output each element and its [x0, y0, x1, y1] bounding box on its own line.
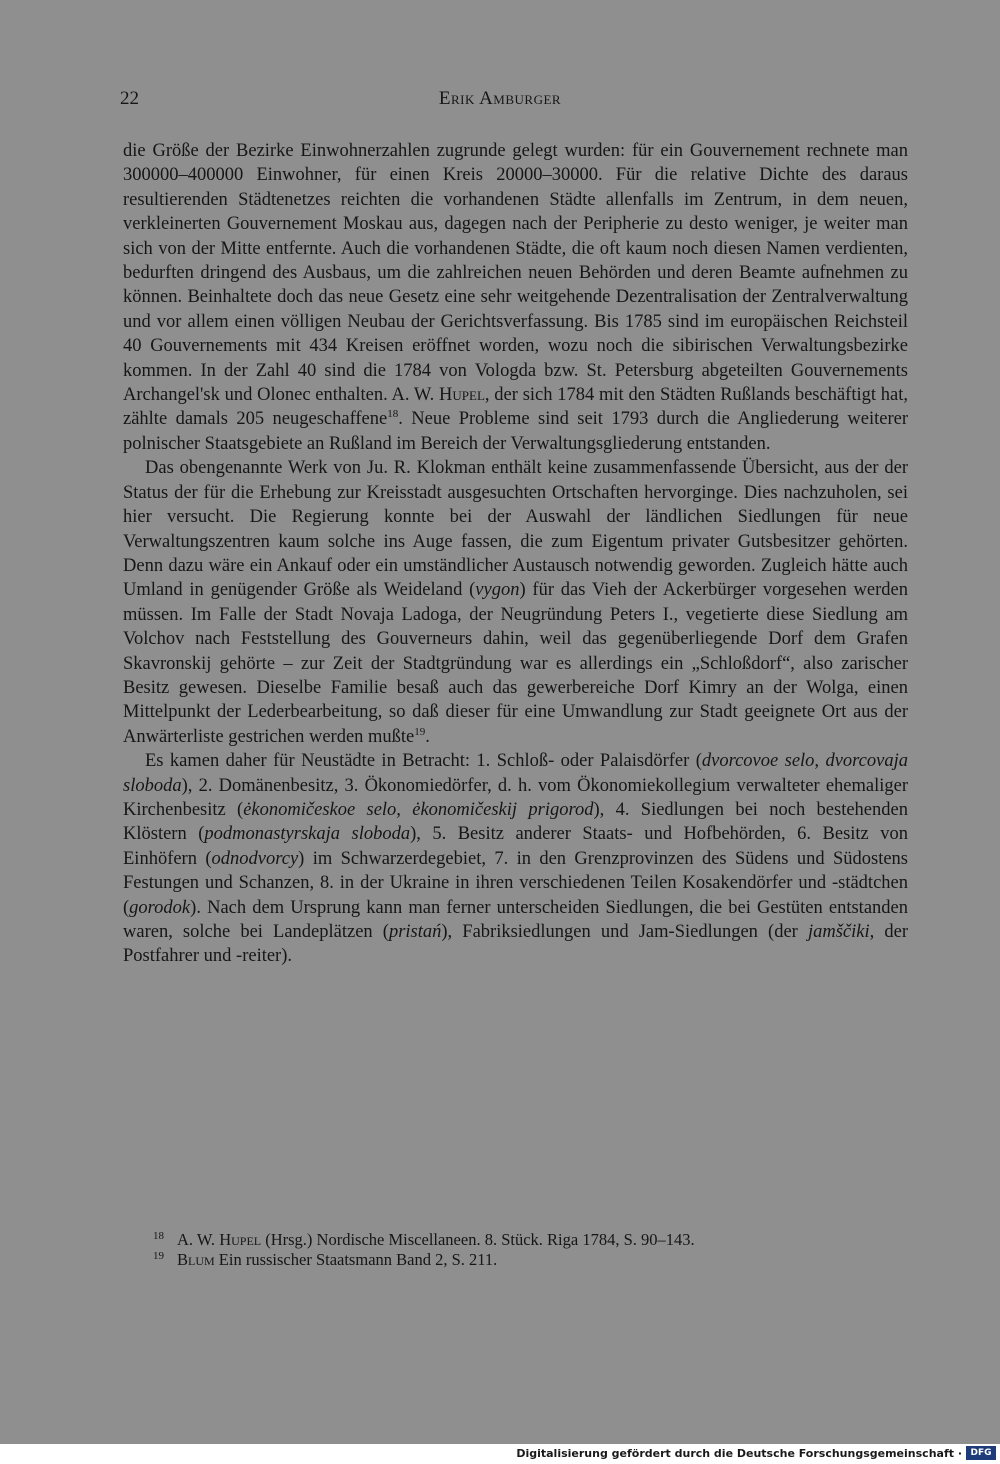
- italic-term: ėkonomičeskoe selo, ėkonomičeskij prigorod: [243, 799, 594, 820]
- dfg-logo-icon: DFG: [966, 1446, 996, 1460]
- italic-term: odnodvorcy: [211, 848, 299, 869]
- digitization-footer: [0, 1444, 1000, 1464]
- running-title: Erik Amburger: [438, 88, 562, 109]
- author-name: Blum: [177, 1250, 215, 1269]
- italic-term: jamščiki: [807, 922, 870, 942]
- italic-term: dvorcovoe selo, dvorcovaja sloboda: [123, 751, 908, 796]
- italic-term: vygon: [475, 580, 520, 601]
- running-head: [120, 88, 880, 114]
- body-text: [123, 139, 908, 969]
- author-name: Hupel: [219, 1230, 262, 1249]
- paragraph-3: Es kamen daher für Neustädte in Betracht: 1. Schloß- oder Palaisdörfer (dvorcovoe selo, dvorcovaja sloboda), 2. Domänenbesitz, 3. Ökonomiedörfer, d. h. vom Ökonomiekollegium verwalteter ehemaliger Kirchenbesitz (ėkonomičeskoe selo, ėkonomičeskij prigorod), 4. Siedlungen bei noch bestehenden Klöstern (podmonastyrskaja sloboda), 5. Besitz anderer Staats- und Hofbehörden, 6. Besitz von Einhöfern (odnodvorcy) im Schwarzerdegebiet, 7. in den Grenzprovinzen des Südens und Südostens Festungen und Schanzen, 8. in der Ukraine in ihren verschiedenen Teilen Kosakendörfer und -städtchen (gorodok). Nach dem Ursprung kann man ferner unterscheiden Siedlungen, die bei Gestüten entstanden waren, solche bei Landeplätzen (pristań), Fabriksiedlungen und Jam-Siedlungen (der jamščiki, der Postfahrer und -reiter).: [123, 751, 908, 967]
- italic-term: gorodok: [129, 897, 191, 918]
- footnotes: [153, 1230, 853, 1270]
- paragraph-1: die Größe der Bezirke Einwohnerzahlen zugrunde gelegt wurden: für ein Gouvernement rechnete man 300000–400000 Einwohner, für einen Kreis 20000–30000. Für die relative Dichte des daraus resultierenden Städtenetzes reichten die vorhandenen Städte allenfalls im Zentrum, in dem neuen, verkleinerten Gouvernement Moskau aus, dagegen nach der Peripherie zu desto weniger, je weiter man sich von der Mitte entfernte. Auch die vorhandenen Städte, die oft kaum noch diesen Namen verdienten, bedurften dringend des Ausbaus, um die zahlreichen neuen Behörden und deren Beamte aufnehmen zu können. Beinhaltete doch das neue Gesetz eine sehr weitgehende Dezentralisation der Zentralverwaltung und vor allem einen völligen Neubau der Gerichtsverfassung. Bis 1785 sind im europäischen Reichsteil 40 Gouvernements mit 434 Kreisen eröffnet worden, wozu noch die sibirischen Verwaltungsbezirke kommen. In der Zahl 40 sind die 1784 von Vologda bzw. St. Petersburg abgeteilten Gouvernements Archangel'sk und Olonec enthalten. A. W. Hupel, der sich 1784 mit den Städten Rußlands beschäftigt hat, zählte damals 205 neugeschaffene$^{18}$. Neue Probleme sind seit 1793 durch die Angliederung weiterer polnischer Staatsgebiete an Rußland im Bereich der Verwaltungsgliederung entstanden.: [123, 141, 909, 454]
- author-name: Hupel: [439, 385, 485, 406]
- footnote-18: [153, 1230, 853, 1250]
- italic-term: pristań: [388, 922, 442, 942]
- footnote-text: Blum Ein russischer Staatsmann Band 2, S. 211.: [177, 1250, 498, 1269]
- footnote-mark: 19: [153, 1250, 164, 1262]
- footnote-reference: 18: [387, 408, 399, 421]
- footnote-reference: 19: [414, 725, 426, 738]
- footnote-text: A. W. Hupel (Hrsg.) Nordische Miscellaneen. 8. Stück. Riga 1784, S. 90–143.: [177, 1230, 695, 1249]
- footnote-mark: 18: [153, 1230, 164, 1242]
- page-number: 22: [120, 88, 139, 109]
- funding-credit: Digitalisierung gefördert durch die Deutsche Forschungsgemeinschaft ·: [516, 1447, 962, 1460]
- italic-term: podmonastyrskaja sloboda: [204, 824, 411, 845]
- paragraph-2: Das obengenannte Werk von Ju. R. Klokman enthält keine zusammenfassende Übersicht, aus der der Status der für die Erhebung zur Kreisstadt ausgesuchten Ortschaften hervorginge. Dies nachzuholen, sei hier versucht. Die Regierung konnte bei der Auswahl der ländlichen Siedlungen für neue Verwaltungszentren kaum solche ins Auge fassen, die zum Eigentum privater Gutsbesitzer gehörten. Denn dazu wäre ein Ankauf oder ein umständlicher Austausch notwendig geworden. Zugleich hätte auch Umland in genügender Größe als Weideland (vygon) für das Vieh der Ackerbürger vorgesehen werden müssen. Im Falle der Stadt Novaja Ladoga, der Neugründung Peters I., vegetierte diese Siedlung am Volchov nach Feststellung des Gouverneurs dahin, weil das gegenüberliegende Dorf dem Grafen Skavronskij gehörte – zur Zeit der Stadtgründung war es allerdings ein „Schloßdorf“, also zarischer Besitz gewesen. Dieselbe Familie besaß auch das gewerbereiche Dorf Kimry an der Wolga, einen Mittelpunkt der Lederbearbeitung, so daß dieser für eine Umwandlung zur Stadt geeignete Ort aus der Anwärterliste gestrichen werden mußte$^{19}$.: [123, 458, 908, 747]
- footnote-19: [153, 1250, 853, 1270]
